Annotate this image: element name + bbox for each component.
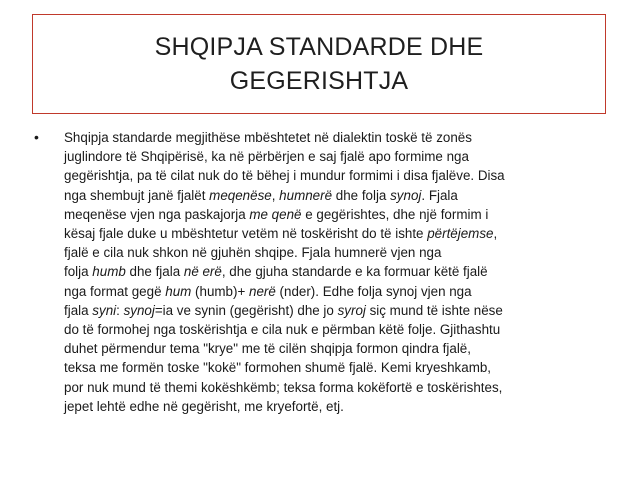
paragraph-line [64,205,614,224]
text-run: teksa me formën toske "kokë" formohen shumë fjalë. Kemi kryeshkamb, [64,360,492,376]
text-run: =ia ve synin (gegërisht) dhe jo [154,302,338,318]
bullet-paragraph [64,128,614,416]
text-run: , dhe gjuha standarde e ka formuar këtë fjalë [221,264,488,280]
paragraph-line [64,378,614,397]
italic-term: meqenëse [209,187,272,203]
text-run: por nuk mund të themi kokëshkëmb; teksa forma kokëfortë e toskërishtes, [64,379,503,395]
paragraph-line [64,224,614,243]
paragraph-line [64,147,614,166]
text-run: siç mund të ishte nëse [365,302,503,318]
text-run: e gegërishtes, dhe një formim i [301,206,489,222]
italic-term: syroj [337,302,366,318]
text-run: duhet përmendur tema "krye" me të cilën shqipja formon qindra fjalë, [64,341,471,357]
paragraph-line [64,243,614,262]
paragraph-line [64,301,614,320]
text-run: (nder). Edhe folja synoj vjen nga [275,283,472,299]
text-run: kësaj fjale duke u mbështetur vetëm në toskërisht do të ishte [64,226,428,242]
bullet-icon: • [34,129,39,145]
italic-term: humnerë [279,187,333,203]
text-run: dhe folja [332,187,391,203]
text-run: : [116,302,124,318]
text-run: meqenëse vjen nga paskajorja [64,206,250,222]
text-run: (humb)+ [191,283,249,299]
paragraph-line [64,128,614,147]
text-run: jepet lehtë edhe në gegërisht, me kryefortë, etj. [64,398,344,414]
paragraph-line [64,358,614,377]
italic-term: në erë [183,264,222,280]
text-run: fjalë e cila nuk shkon në gjuhën shqipe. Fjala humnerë vjen nga [64,245,442,261]
paragraph-line [64,166,614,185]
text-run: do të formohej nga toskërishtja e cila nuk e përmban këtë folje. Gjithashtu [64,322,501,338]
italic-term: syni [92,302,117,318]
text-run: juglindore të Shqipërisë, ka në përbërjen e saj fjalë apo formime nga [64,149,469,165]
paragraph-line [64,320,614,339]
title-box [32,14,606,114]
paragraph-line [64,397,614,416]
italic-term: me qenë [249,206,302,222]
italic-term: humb [92,264,126,280]
italic-term: përtëjemse [427,226,494,242]
text-run: dhe fjala [125,264,184,280]
text-run: , [493,226,498,242]
paragraph-line [64,262,614,281]
text-run: fjala [64,302,93,318]
paragraph-line [64,186,614,205]
slide-title-line-2: GEGERISHTJA [229,67,409,95]
text-run: nga shembujt janë fjalët [64,187,210,203]
text-run: , [271,187,280,203]
italic-term: nerë [249,283,276,299]
paragraph-line [64,282,614,301]
text-run: Shqipja standarde megjithëse mbështetet në dialektin toskë të zonës [64,130,472,145]
slide-title-line-1: SHQIPJA STANDARDE DHE [154,33,484,61]
italic-term: synoj [390,187,422,203]
slide-body [34,128,614,416]
text-run: . Fjala [421,187,458,203]
italic-term: hum [165,283,192,299]
text-run: folja [64,264,93,280]
paragraph-line [64,339,614,358]
bullet-item [34,128,614,416]
text-run: gegërishtja, pa të cilat nuk do të bëhej i mundur formimi i disa fjalëve. Disa [64,168,505,184]
italic-term: synoj [123,302,155,318]
text-run: nga format gegë [64,283,166,299]
